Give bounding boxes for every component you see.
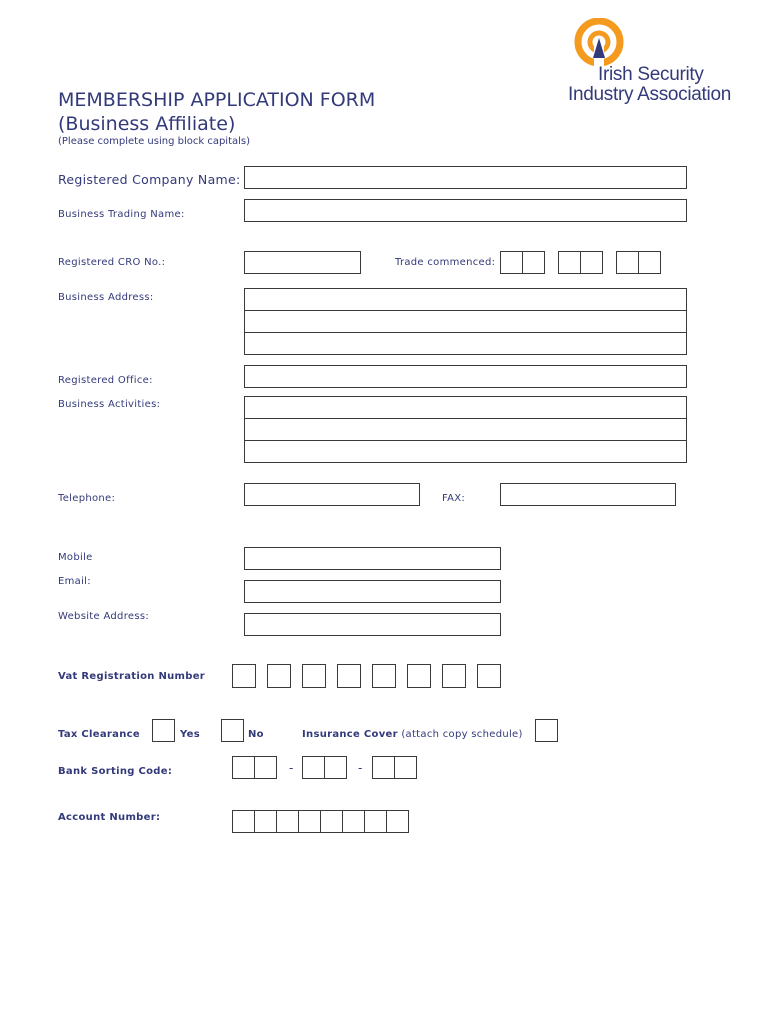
vat-cell[interactable] <box>407 664 431 688</box>
trade-commenced-day[interactable] <box>500 251 544 274</box>
registered-office-input[interactable] <box>244 365 687 388</box>
business-address-line3[interactable] <box>244 332 687 355</box>
vat-cell[interactable] <box>337 664 361 688</box>
logo-text-line2: Industry Association <box>568 84 731 105</box>
sort-code-dash: - <box>289 761 294 775</box>
mobile-label: Mobile <box>58 552 93 563</box>
sort-code-part1[interactable] <box>232 756 276 779</box>
logo-text-line1: Irish Security <box>598 64 704 85</box>
email-input[interactable] <box>244 580 501 603</box>
business-activities-line2[interactable] <box>244 418 687 441</box>
vat-cell[interactable] <box>267 664 291 688</box>
logo-mark-icon <box>566 18 636 66</box>
business-address-label: Business Address: <box>58 292 154 303</box>
tax-clearance-yes-checkbox[interactable] <box>152 719 175 742</box>
business-address-line1[interactable] <box>244 288 687 311</box>
form-instruction: (Please complete using block capitals) <box>58 136 251 147</box>
sort-code-part3[interactable] <box>372 756 416 779</box>
sort-code-part2[interactable] <box>302 756 346 779</box>
registered-cro-input[interactable] <box>244 251 361 274</box>
bank-sorting-code-label: Bank Sorting Code: <box>58 766 173 777</box>
business-activities-line3[interactable] <box>244 440 687 463</box>
account-number-label: Account Number: <box>58 812 161 823</box>
tax-clearance-no-label: No <box>248 729 264 740</box>
trade-commenced-label: Trade commenced: <box>395 257 496 268</box>
insurance-cover-note: (attach copy schedule) <box>397 729 523 740</box>
trade-commenced-year[interactable] <box>616 251 660 274</box>
form-title-sub: (Business Affiliate) <box>58 113 236 135</box>
trade-commenced-month[interactable] <box>558 251 602 274</box>
fax-label: FAX: <box>442 493 466 504</box>
mobile-input[interactable] <box>244 547 501 570</box>
registered-company-name-input[interactable] <box>244 166 687 189</box>
website-label: Website Address: <box>58 611 150 622</box>
vat-cells <box>232 664 502 688</box>
website-input[interactable] <box>244 613 501 636</box>
registered-office-label: Registered Office: <box>58 375 153 386</box>
insurance-cover-bold: Insurance Cover <box>302 729 398 740</box>
vat-cell[interactable] <box>302 664 326 688</box>
vat-cell[interactable] <box>477 664 501 688</box>
account-number-cells[interactable] <box>232 810 408 833</box>
tax-clearance-label: Tax Clearance <box>58 729 140 740</box>
vat-label: Vat Registration Number <box>58 671 206 682</box>
business-address-line2[interactable] <box>244 310 687 333</box>
fax-input[interactable] <box>500 483 676 506</box>
email-label: Email: <box>58 576 91 587</box>
vat-cell[interactable] <box>232 664 256 688</box>
registered-company-name-label: Registered Company Name: <box>58 172 241 187</box>
telephone-input[interactable] <box>244 483 420 506</box>
business-activities-line1[interactable] <box>244 396 687 419</box>
business-trading-name-input[interactable] <box>244 199 687 222</box>
tax-clearance-yes-label: Yes <box>180 729 200 740</box>
vat-cell[interactable] <box>442 664 466 688</box>
insurance-cover-checkbox[interactable] <box>535 719 558 742</box>
form-title: MEMBERSHIP APPLICATION FORM <box>58 89 376 111</box>
tax-clearance-no-checkbox[interactable] <box>221 719 244 742</box>
insurance-cover-label <box>302 729 523 740</box>
sort-code-dash: - <box>358 761 363 775</box>
registered-cro-label: Registered CRO No.: <box>58 257 166 268</box>
telephone-label: Telephone: <box>58 493 116 504</box>
business-trading-name-label: Business Trading Name: <box>58 209 185 220</box>
vat-cell[interactable] <box>372 664 396 688</box>
business-activities-label: Business Activities: <box>58 399 161 410</box>
isia-logo <box>566 18 756 113</box>
